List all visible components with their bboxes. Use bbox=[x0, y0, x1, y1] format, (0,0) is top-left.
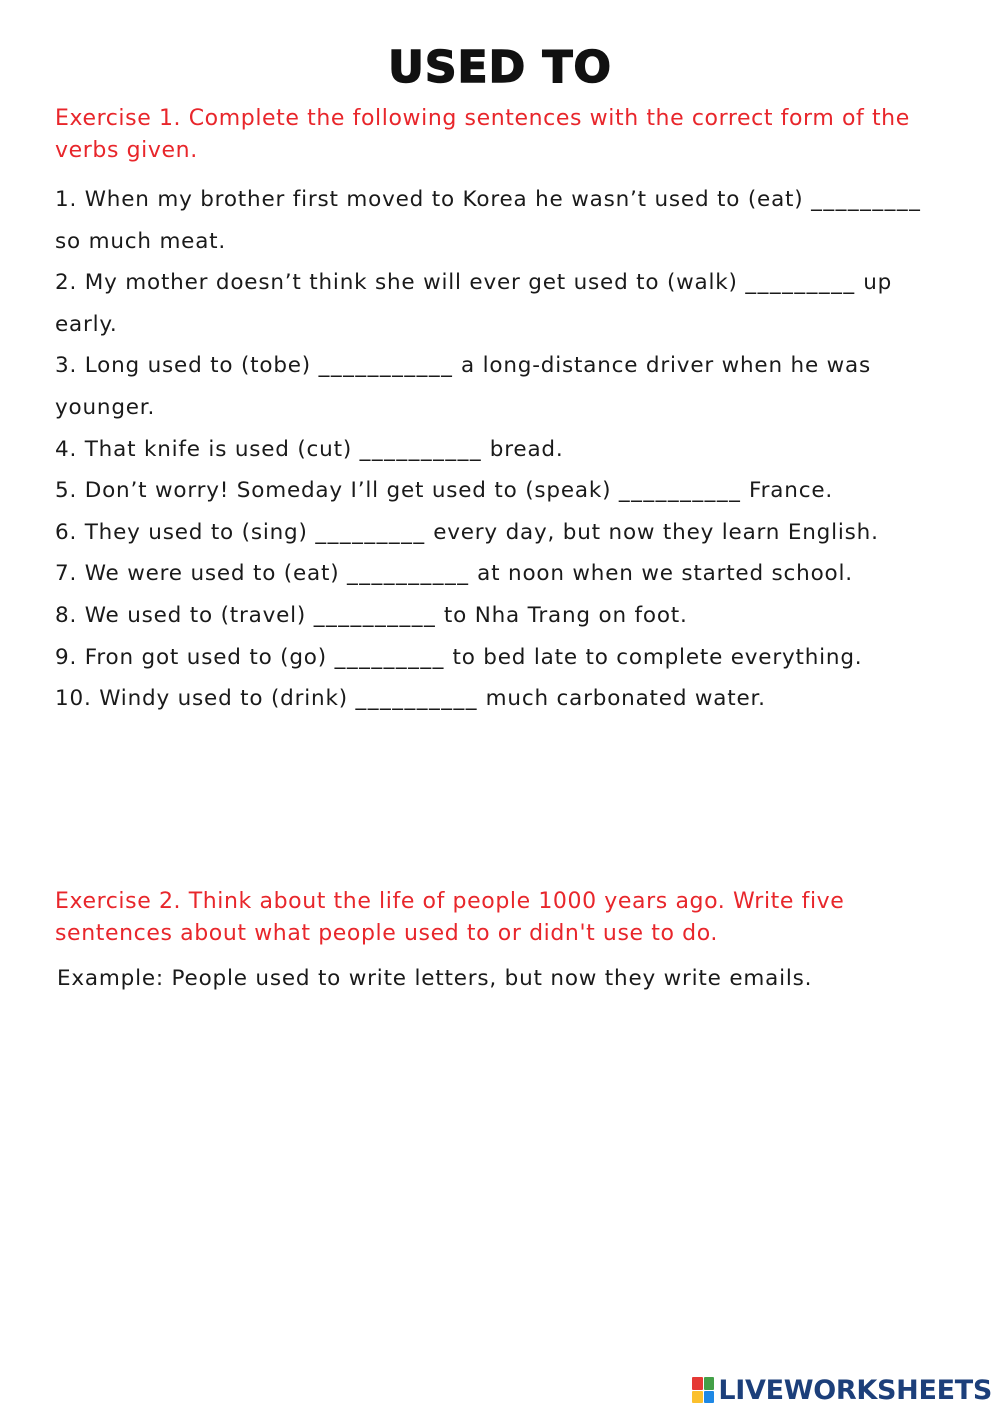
question-text-after: every day, but now they learn English. bbox=[425, 519, 879, 545]
question-text-after: at noon when we started school. bbox=[469, 561, 853, 587]
answer-blank[interactable]: __________ bbox=[359, 436, 483, 462]
answer-blank[interactable]: _________ bbox=[315, 519, 426, 545]
answer-blank[interactable]: _________ bbox=[334, 644, 445, 670]
question-text-before: 10. Windy used to (drink) bbox=[55, 686, 356, 712]
question-text-before: 6. They used to (sing) bbox=[55, 519, 316, 545]
answer-blank[interactable]: ___________ bbox=[318, 353, 454, 379]
question-item bbox=[55, 179, 945, 262]
exercise-2-heading: Exercise 2. Think about the life of people 1000 years ago. Write five sentences about what people used to or didn't use to do. bbox=[55, 889, 845, 946]
question-text-after: bread. bbox=[482, 436, 564, 462]
example-sentence: Example: People used to write letters, but now they write emails. bbox=[57, 966, 813, 991]
question-item bbox=[55, 429, 945, 471]
question-item bbox=[55, 637, 945, 679]
logo-square-green bbox=[704, 1377, 715, 1390]
question-item bbox=[55, 345, 945, 428]
answer-blank[interactable]: __________ bbox=[618, 478, 742, 504]
liveworksheets-logo[interactable] bbox=[692, 1374, 992, 1406]
question-item bbox=[55, 262, 945, 345]
exercise-1-question-list bbox=[55, 179, 945, 720]
question-text-after: a long-distance driver when he was younger. bbox=[55, 353, 871, 420]
liveworksheets-logo-icon bbox=[692, 1377, 714, 1403]
question-text-after: so much meat. bbox=[55, 228, 227, 254]
question-text-before: 8. We used to (travel) bbox=[55, 602, 314, 628]
question-text-after: up early. bbox=[55, 270, 893, 337]
logo-square-red bbox=[692, 1377, 703, 1390]
question-text-after: to Nha Trang on foot. bbox=[436, 602, 688, 628]
question-text-after: France. bbox=[741, 478, 833, 504]
question-item bbox=[55, 678, 945, 720]
question-text-before: 1. When my brother first moved to Korea he wasn’t used to (eat) bbox=[55, 187, 812, 212]
logo-square-blue bbox=[704, 1391, 715, 1404]
question-item bbox=[55, 595, 945, 637]
exercise-1-heading: Exercise 1. Complete the following sentences with the correct form of the verbs given. bbox=[55, 106, 910, 163]
answer-blank[interactable]: _________ bbox=[745, 270, 856, 296]
answer-blank[interactable]: __________ bbox=[347, 561, 470, 587]
question-text-before: 7. We were used to (eat) bbox=[55, 561, 348, 587]
answer-blank[interactable]: _________ bbox=[811, 187, 922, 212]
question-text-before: 5. Don’t worry! Someday I’ll get used to (speak) bbox=[55, 478, 619, 504]
answer-blank[interactable]: __________ bbox=[355, 686, 479, 712]
question-text-before: 4. That knife is used (cut) bbox=[55, 436, 360, 462]
answer-blank[interactable]: __________ bbox=[313, 602, 437, 628]
logo-square-yellow bbox=[692, 1391, 703, 1404]
logo-text: LIVEWORKSHEETS bbox=[718, 1374, 992, 1406]
question-text-after: to bed late to complete everything. bbox=[444, 644, 863, 670]
question-text-before: 2. My mother doesn’t think she will ever get used to (walk) bbox=[55, 270, 746, 296]
question-item bbox=[55, 512, 945, 554]
question-item bbox=[55, 470, 945, 512]
page-title: USED TO bbox=[388, 42, 612, 93]
question-text-before: 9. Fron got used to (go) bbox=[55, 644, 335, 670]
question-item bbox=[55, 553, 945, 595]
question-text-before: 3. Long used to (tobe) bbox=[55, 353, 319, 379]
question-text-after: much carbonated water. bbox=[478, 686, 766, 712]
